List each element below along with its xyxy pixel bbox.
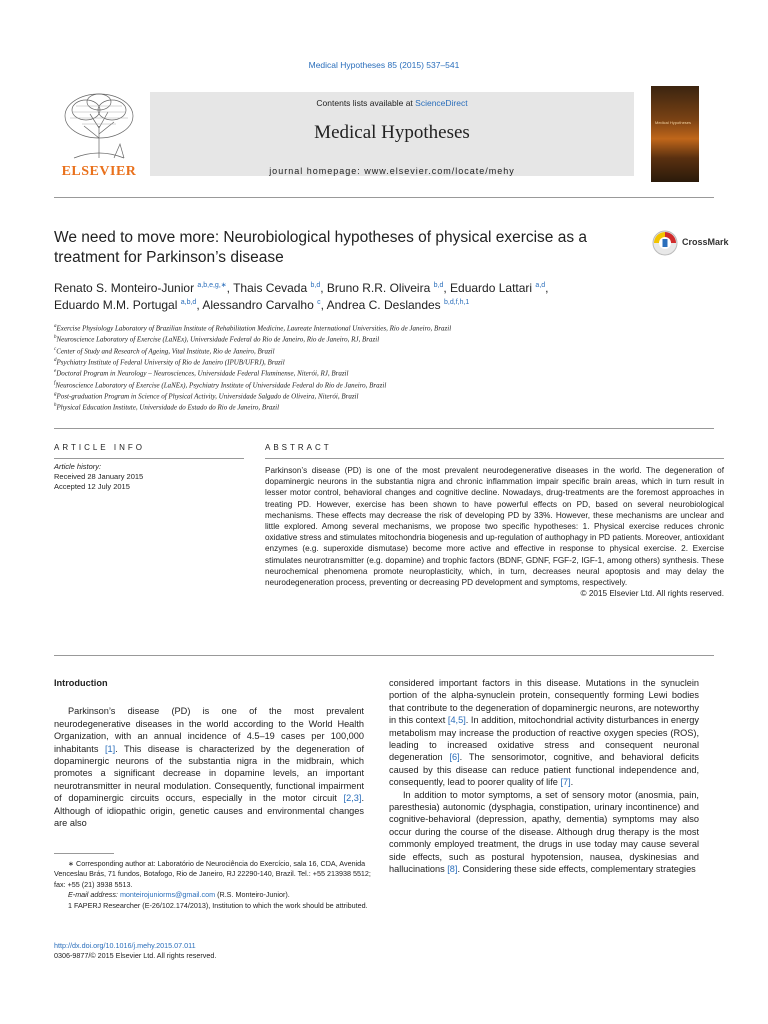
body-text: . bbox=[570, 777, 574, 788]
author-name: Alessandro Carvalho bbox=[202, 298, 314, 312]
affiliation-key: c bbox=[54, 346, 57, 352]
issn-copyright: 0306-9877/© 2015 Elsevier Ltd. All rights reserved. bbox=[54, 951, 217, 961]
author-separator: , bbox=[226, 281, 234, 295]
author-name: Eduardo M.M. Portugal bbox=[54, 298, 178, 312]
affiliation-key: e bbox=[54, 369, 57, 375]
body-text: considered important factors in this disease. Mutations in the synuclein portion of the alpha-synuclein protein, consequently forming Lewi bodies that contribute to the degeneration of dopaminergic neurons, are noteworthy in this context bbox=[389, 678, 699, 726]
email-suffix: (R.S. Monteiro-Junior). bbox=[215, 890, 290, 900]
body-text: . The sensorimotor, cognitive, and behavioral deficits caused by this disease can reduce patient functional independence and, consequently, lead to poorer quality of life bbox=[389, 752, 699, 788]
body-text: . Although of idiopathic origin, genetic causes and environmental changes are also bbox=[54, 793, 364, 829]
contents-prefix: Contents lists available at bbox=[316, 98, 416, 108]
history-label: Article history: bbox=[54, 462, 102, 471]
affiliation-key: f bbox=[54, 380, 56, 386]
affiliation-text: Neuroscience Laboratory of Exercise (LaNEx), Universidade Federal do Rio de Janeiro, Rio de Janeiro, RJ, Brazil bbox=[56, 335, 380, 344]
body-text: . In addition, mitochondrial activity disturbances in energy metabolism may increase the production of reactive oxygen species (ROS), leading to increased oxidative stress and consequent neuronal degeneration bbox=[389, 715, 700, 763]
citation-reference-link[interactable]: [2,3] bbox=[343, 793, 362, 804]
author-separator: , bbox=[443, 281, 451, 295]
affiliation-key: a bbox=[54, 324, 57, 329]
author-affiliation-marks[interactable]: b,d,f,h,1 bbox=[444, 299, 470, 306]
author-affiliation-marks[interactable]: a,b,e,g,∗ bbox=[197, 282, 227, 289]
email-note bbox=[54, 890, 379, 900]
cover-title: Medical Hypotheses bbox=[655, 120, 692, 125]
author-separator: , bbox=[320, 298, 327, 312]
abstract bbox=[265, 465, 724, 599]
publisher-name: ELSEVIER bbox=[61, 164, 137, 179]
affiliation-text: Neuroscience Laboratory of Exercise (LaNEx), Psychiatry Institute of Universidade Federal do Rio de Janeiro, Brazil bbox=[55, 380, 387, 389]
footnotes bbox=[54, 859, 379, 911]
citation-reference-link[interactable]: [8] bbox=[447, 864, 458, 875]
author-affiliation-marks[interactable]: a,b,d bbox=[180, 299, 197, 306]
body-text: . This disease is characterized by the degeneration of dopaminergic neurons of the substantia nigra in the midbrain, which promotes a significant decrease in dopamine levels, an important neurotransmitter in neural modulation. Consequently, functional impairment of dopaminergic circuits occurs, especially in the motor circuit bbox=[54, 743, 364, 804]
tree-icon bbox=[54, 88, 144, 168]
affiliation-list bbox=[54, 322, 714, 413]
affiliation-key: d bbox=[54, 357, 57, 363]
affiliation-item bbox=[54, 390, 714, 401]
journal-citation[interactable]: Medical Hypotheses 85 (2015) 537–541 bbox=[308, 60, 460, 70]
email-label: E-mail address: bbox=[68, 890, 118, 900]
elsevier-tree-logo bbox=[54, 88, 144, 184]
affiliation-item bbox=[54, 322, 714, 333]
affiliation-text: Exercise Physiology Laboratory of Brazilian Institute of Rehabilitation Medicine, Laureate International Universities, Rio de Janeiro, Brazil bbox=[56, 324, 452, 333]
body-paragraph-1 bbox=[54, 705, 364, 829]
contents-line bbox=[150, 98, 634, 108]
journal-cover-image bbox=[651, 86, 699, 182]
crossmark-label: CrossMark bbox=[682, 237, 729, 247]
body-right-column bbox=[389, 677, 699, 876]
crossmark-icon bbox=[652, 230, 678, 256]
author-name: Andrea C. Deslandes bbox=[326, 298, 441, 312]
doi-link[interactable]: http://dx.doi.org/10.1016/j.mehy.2015.07.011 bbox=[54, 941, 196, 950]
affiliation-item bbox=[54, 356, 714, 367]
author-affiliation-marks[interactable]: b,d bbox=[433, 282, 444, 289]
section-heading-introduction: Introduction bbox=[54, 678, 108, 688]
affiliation-rule bbox=[54, 428, 714, 429]
article-identifiers bbox=[54, 941, 216, 962]
article-title: We need to move more: Neurobiological hypotheses of physical exercise as a treatment for Parkinson’s disease bbox=[54, 229, 588, 266]
journal-header-box bbox=[150, 92, 634, 176]
author-affiliation-marks[interactable]: b,d bbox=[310, 282, 321, 289]
author-name: Eduardo Lattari bbox=[450, 281, 533, 295]
citation-reference-link[interactable]: [7] bbox=[560, 777, 571, 788]
abstract-heading: ABSTRACT bbox=[265, 443, 332, 452]
affiliation-key: h bbox=[54, 403, 57, 409]
accepted-date: Accepted 12 July 2015 bbox=[54, 482, 130, 491]
author-name: Thais Cevada bbox=[233, 281, 308, 295]
affiliation-text: Doctoral Program in Neurology – Neurosciences, Universidade Federal Fluminense, Niterói, RJ, Brazil bbox=[56, 369, 349, 378]
funding-note: 1 FAPERJ Researcher (E-26/102.174/2013), Institution to which the work should be attributed. bbox=[68, 900, 368, 910]
journal-masthead bbox=[54, 88, 714, 184]
author-name: Renato S. Monteiro-Junior bbox=[54, 281, 195, 295]
affiliation-key: b bbox=[54, 335, 57, 341]
crossmark-badge[interactable] bbox=[652, 230, 732, 258]
footnote-rule bbox=[54, 853, 114, 854]
body-paragraph-3 bbox=[389, 789, 699, 876]
body-paragraph-2 bbox=[389, 677, 699, 789]
masthead-rule bbox=[54, 197, 714, 198]
citation-reference-link[interactable]: [1] bbox=[104, 743, 116, 754]
author-email-link[interactable]: monteirojuniorms@gmail.com bbox=[119, 890, 216, 900]
author-name: Bruno R.R. Oliveira bbox=[326, 281, 431, 295]
affiliation-text: Post-graduation Program in Science of Physical Activity, Universidade Salgado de Oliveira, Niterói, Brazil bbox=[56, 392, 359, 401]
body-text: . Considering these side effects, complementary strategies bbox=[457, 864, 696, 875]
corresponding-author-note: ∗ Corresponding author at: Laboratório de Neurociência do Exercício, sala 16, CDA, Avenida Venceslau Brás, 71 fundos, Botafogo, Rio de Janeiro, RJ 22290-140, Brazil. Tel.: +55 213938 5512; fax: +55 (21) 3938 5513. bbox=[54, 859, 371, 889]
received-date: Received 28 January 2015 bbox=[54, 472, 144, 481]
article-history bbox=[54, 462, 244, 492]
citation-reference-link[interactable]: [6] bbox=[449, 752, 460, 763]
author-affiliation-marks[interactable]: a,d bbox=[535, 282, 546, 289]
affiliation-text: Physical Education Institute, Universidade do Estado do Rio de Janeiro, Brazil bbox=[56, 403, 280, 412]
affiliation-item bbox=[54, 401, 714, 412]
citation-reference-link[interactable]: [4,5] bbox=[447, 715, 466, 726]
author-separator: , bbox=[196, 298, 203, 312]
abstract-copyright: © 2015 Elsevier Ltd. All rights reserved. bbox=[580, 589, 724, 599]
author-separator: , bbox=[545, 281, 549, 295]
affiliation-item bbox=[54, 379, 714, 390]
affiliation-item bbox=[54, 367, 714, 378]
body-text: Parkinson’s disease (PD) is one of the most prevalent neurodegenerative diseases in the world according to the World Health Organization, with an annual incidence of 4.5–19 cases per 100,000 inhabitants bbox=[54, 706, 364, 754]
affiliation-text: Psychiatry Institute of Federal University of Rio de Janeiro (IPUB/UFRJ), Brazil bbox=[56, 358, 285, 367]
author-affiliation-marks[interactable]: c bbox=[317, 299, 321, 306]
affiliation-text: Center of Study and Research of Ageing, Vital Institute, Rio de Janeiro, Brazil bbox=[56, 346, 275, 355]
abstract-text: Parkinson’s disease (PD) is one of the most prevalent neurodegenerative diseases in the world. The degeneration of dopaminergic neurons in the substantia nigra and chronic inflammation impair specific brain areas, which in turn result in lesser motor control, behavioral changes and cognitive decline. Nowadays, drug-treatments are the foremost approaches in treating PD. However, exercise has been shown to have powerful effects on PD, based on several neurobiological mechanisms. These effects may decrease the risk of developing PD by 33%. However, these mechanisms are unclear and little explored. Among several mechanisms, we propose two specific hypotheses: 1. Physical exercise reduces chronic oxidative stress and stimulates mitochondria biogenesis and up-regulation of authophagy in PD patients. Moreover, antioxidant enzymes (e.g. superoxide dismutase) become more active and effective in response to physical exercise. 2. Exercise stimulates neurotransmitter (e.g. dopamine) and trophic factors (BDNF, GDNF, FGF-2, IGF-1, among others) synthesis. These neurochemical phenomena promote neuroplasticity, which, in turn, decreases neural apoptosis and may delay the neurodegeneration process, preventing or decreasing PD development and symptoms, respectively. bbox=[265, 466, 724, 588]
article-info-heading: ARTICLE INFO bbox=[54, 443, 145, 452]
body-text: In addition to motor symptoms, a set of sensory motor (anosmia, pain, paresthesia) autonomic (dysphagia, constipation, urinary incontinence) and cognitive-behavioral (depression, apathy, dementia) symptoms may also occur during the course of the disease. Although drug therapy is the most commonly employed treatment, the drugs in use today may cause several side effects, such as postural hypotension, nausea, dyskinesias and hallucinations bbox=[389, 789, 699, 875]
author-separator: , bbox=[320, 281, 327, 295]
journal-name: Medical Hypotheses bbox=[314, 122, 470, 143]
affiliation-key: g bbox=[54, 391, 57, 397]
author-list bbox=[54, 280, 714, 314]
journal-homepage[interactable]: journal homepage: www.elsevier.com/locate/mehy bbox=[269, 166, 515, 176]
sciencedirect-link[interactable]: ScienceDirect bbox=[415, 98, 468, 108]
abstract-bottom-rule bbox=[54, 655, 714, 656]
affiliation-item bbox=[54, 333, 714, 344]
body-left-column bbox=[54, 677, 364, 829]
affiliation-item bbox=[54, 345, 714, 356]
article-info-rule bbox=[54, 458, 244, 459]
abstract-rule bbox=[265, 458, 724, 459]
